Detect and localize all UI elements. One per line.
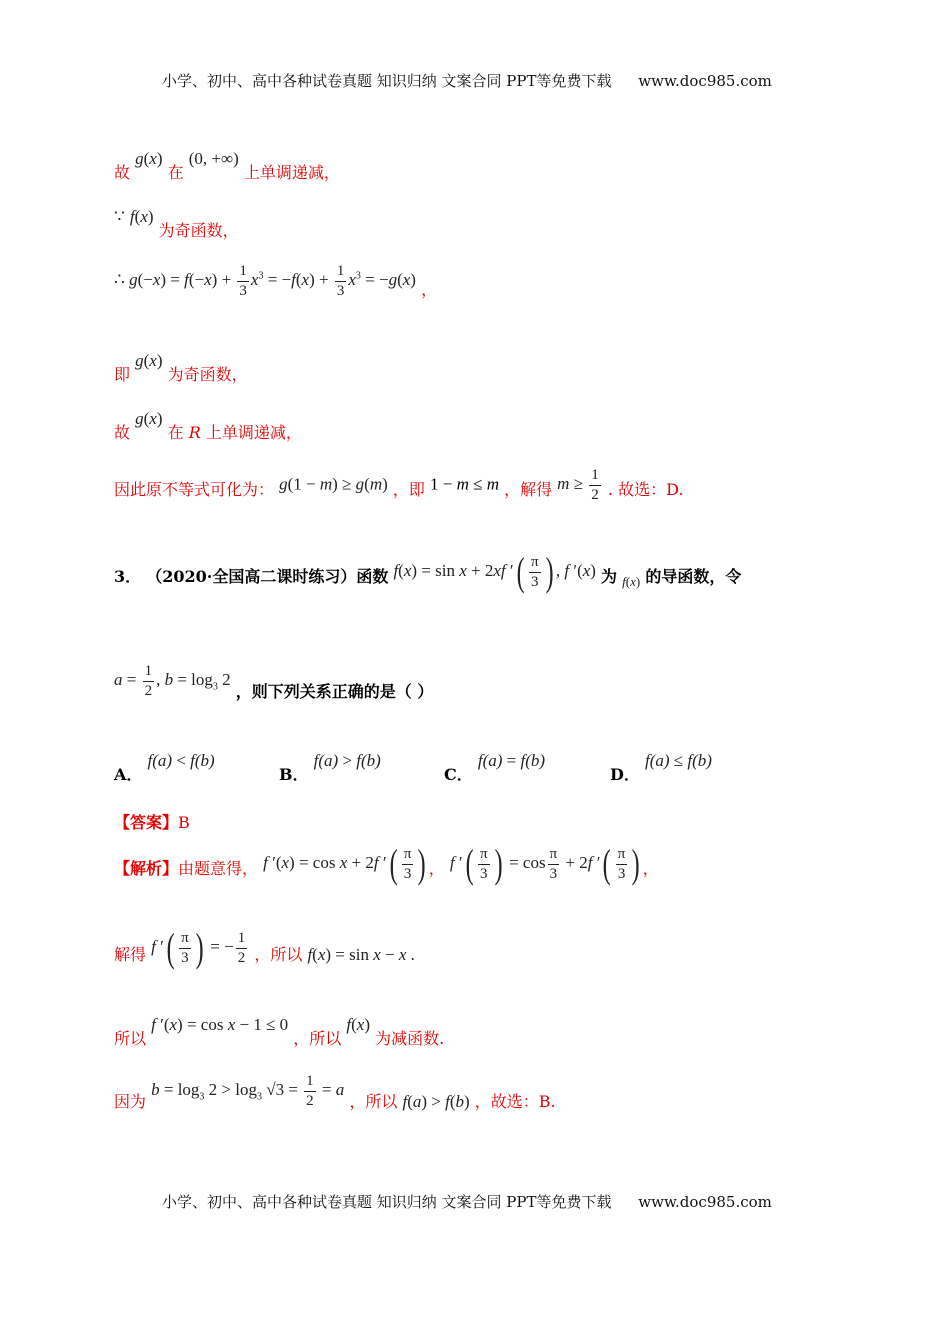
text: 为减函数. [375,1029,445,1048]
math-f-x-small: f(x) [622,573,641,589]
answer-tag: 【答案】 [114,813,179,832]
text: 所以 [114,1029,147,1048]
math-interval: (0, +∞) [188,149,239,168]
option-label: B． [279,765,309,784]
text: ， [642,858,659,878]
solution-line-3 [114,264,437,299]
question-line-1 [114,549,742,594]
math-derivative-at-pi3: f ′( $\frac{\pi}{3}$ ) = cos $\frac{\pi}{3}$ + 2f ′( $\frac{\pi}{3}$ ) [449,841,641,886]
analysis-line-4 [114,1073,556,1112]
math-g-x: g(x) [135,149,163,168]
text: ，所以 [293,1029,342,1048]
math-inequality-2: 1 − m ≤ m [429,474,499,494]
answer-value: B [178,813,190,832]
text: ，则下列关系正确的是（ ） [235,682,434,702]
text: 故 [114,163,131,182]
page-footer [162,1191,772,1212]
page-header [162,70,772,91]
footer-site: www.doc985.com [638,1193,772,1211]
option-expr: f(a) < f(b) [147,751,215,770]
math-derivative-nonpositive: f ′(x) = cos x − 1 ≤ 0 [151,1015,289,1034]
text: 因此原不等式可化为： [114,480,275,500]
math-result: m ≥ $\frac{1}{2}$ [557,467,599,503]
solution-line-2 [114,204,239,240]
text: 即 [114,365,131,384]
text: 解得 [114,944,147,964]
text: ，即 [392,480,425,500]
solution-line-1 [114,146,340,182]
math-g-x: g(x) [135,409,163,428]
analysis-line-1 [114,841,659,886]
text: ，所以 [254,944,303,964]
text: ，故选：B. [474,1092,556,1112]
option-label: D． [610,765,640,784]
text: 上单调递减， [205,423,302,442]
text: 由题意得， [178,858,259,878]
option-c[interactable] [444,748,546,784]
option-d[interactable] [610,748,712,784]
text-r: R [188,423,201,442]
math-f-x: f(x) [346,1015,370,1034]
math-comparison: $b = \log_3 2 > \log_3 √3$ = $\frac{1}{2}$ = a [151,1073,345,1109]
option-label: C． [444,765,473,784]
math-f-x: f(x) [129,207,154,226]
math-solution-value: f ′( $\frac{\pi}{3}$ ) = − $\frac{1}{2}$ [151,925,246,970]
option-label: A． [114,765,143,784]
text: ，所以 [349,1092,398,1112]
text: 在 [167,163,184,182]
text: 因为 [114,1092,147,1112]
option-expr: f(a) ≤ f(b) [644,751,712,770]
text: 为奇函数， [167,365,248,384]
option-expr: f(a) > f(b) [313,751,381,770]
math-function-def: f(x) = sin x + 2xf ′( $\frac{\pi}{3}$ ) , f ′(x) [393,549,596,594]
header-text: 小学、初中、高中各种试卷真题 知识归纳 文案合同 PPT等免费下载 [162,72,612,90]
math-a-b-def: a = $\frac{1}{2}$ , $b = \log_3 2$ [114,663,231,699]
math-derivative: f ′(x) = cos x + 2f ′( $\frac{\pi}{3}$ ) [263,841,427,886]
option-a[interactable] [114,748,215,784]
text: ， [428,858,445,878]
question-source: （2020·全国高二课时练习）函数 [146,566,389,586]
math-equation-odd: ∴ g(−x) = f(−x) + $\frac{1}{3}$ $x^3 = -f(x)$ + $\frac{1}{3}$ $x^3 = -g(x)$ [114,263,416,299]
math-fa-gt-fb: f(a) > f(b) [402,1092,470,1112]
because-symbol: ∵ [114,207,125,226]
question-number: 3． [114,566,142,586]
math-f-x-result: f(x) = sin x − x . [307,944,415,964]
option-expr: f(a) = f(b) [477,751,546,770]
header-site: www.doc985.com [638,72,772,90]
solution-line-5 [114,406,302,442]
math-g-x: g(x) [135,351,163,370]
text: . 故选：D. [607,480,684,500]
math-inequality: g(1 − m) ≥ g(m) [279,474,388,494]
solution-line-6 [114,468,683,503]
text: 在 [167,423,184,442]
text: 为 [601,566,618,586]
answer-line [114,810,190,833]
text: 故 [114,423,131,442]
question-line-2 [114,663,434,702]
text: 的导函数，令 [645,566,742,586]
footer-text: 小学、初中、高中各种试卷真题 知识归纳 文案合同 PPT等免费下载 [162,1193,612,1211]
analysis-line-3 [114,1012,445,1048]
analysis-tag: 【解析】 [114,858,179,878]
text: ，解得 [504,480,553,500]
solution-line-4 [114,348,248,384]
text: 为奇函数， [158,221,239,240]
text: ， [421,280,438,300]
option-b[interactable] [279,748,381,784]
analysis-line-2 [114,925,415,970]
text: 上单调递减， [243,163,340,182]
